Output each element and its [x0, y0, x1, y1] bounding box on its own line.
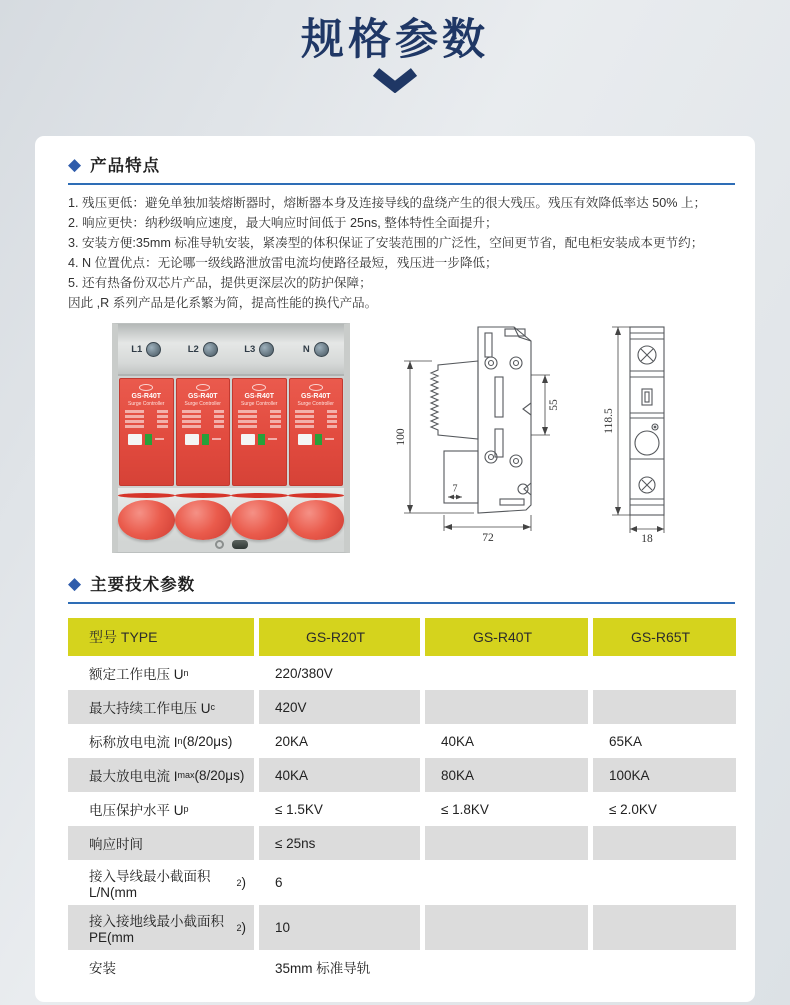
terminal-screw-icon — [314, 342, 329, 357]
chevron-down-icon — [371, 68, 419, 93]
dot-slot — [231, 493, 288, 498]
module-subtitle-label: Surge Controller — [128, 401, 165, 407]
module-spec-line — [295, 410, 338, 413]
module-spec-line — [125, 410, 168, 413]
spec-label: 最大放电电流 I max (8/20μs) — [68, 758, 254, 792]
module-spec-line — [295, 420, 338, 423]
features-section-title: 产品特点 — [90, 157, 161, 175]
spec-value — [420, 690, 588, 724]
spec-value — [588, 950, 736, 984]
status-indicator-green — [145, 434, 152, 445]
module-subtitle-label: Surge Controller — [241, 401, 278, 407]
red-dot-icon — [175, 493, 232, 498]
spec-row — [68, 792, 736, 826]
surge-module — [176, 378, 231, 486]
dim-label-width-18: 18 — [641, 533, 653, 545]
module-indicator — [290, 434, 343, 445]
spec-value: ≤ 1.5KV — [254, 792, 420, 826]
status-indicator-green — [202, 434, 209, 445]
spec-value — [588, 826, 736, 860]
section-divider — [68, 602, 735, 604]
red-dot-icon — [118, 493, 175, 498]
spec-row — [68, 758, 736, 792]
module-logo-icon — [252, 384, 266, 391]
feature-item: 1. 残压更低：避免单独加装熔断器时，熔断器本身及连接导线的盘绕产生的很大残压。残压有效降低率达 50% 上； — [68, 196, 707, 210]
diamond-icon: ◆ — [68, 573, 82, 593]
dimension-drawings — [388, 317, 726, 561]
device-base — [118, 488, 344, 552]
terminal — [288, 324, 345, 374]
terminal-screw-icon — [146, 342, 161, 357]
module-model-label: GS-R40T — [300, 393, 331, 400]
module-spec-line — [182, 415, 225, 418]
feature-item: 5. 还有热备份双芯片产品，提供更深层次的防护保障； — [68, 276, 372, 290]
feature-list — [68, 193, 735, 313]
device-indicator-dots — [118, 493, 344, 498]
column-header-model: GS-R65T — [588, 618, 736, 656]
dot-slot — [288, 493, 345, 498]
surge-module — [232, 378, 287, 486]
module-spec-line — [238, 425, 281, 428]
module-spec-line — [182, 420, 225, 423]
spec-value: ≤ 1.8KV — [420, 792, 588, 826]
dot-slot — [175, 493, 232, 498]
indicator-text-bar — [325, 438, 334, 441]
spec-label: 电压保护水平 U p — [89, 803, 189, 818]
page-title: 规格参数 — [301, 16, 489, 64]
dim-label-height-100: 100 — [395, 428, 407, 446]
spec-label: 最大持续工作电压 U c — [68, 690, 254, 724]
cap-slot — [175, 500, 232, 540]
dim-label-rail-55: 55 — [548, 399, 560, 411]
terminal-label: L2 — [187, 343, 199, 355]
indicator-text-bar — [268, 438, 277, 441]
spec-value — [420, 860, 588, 905]
screw-ring-icon — [215, 540, 224, 549]
section-divider — [68, 183, 735, 185]
rail-clip-icon — [232, 540, 248, 549]
module-spec-line — [182, 425, 225, 428]
spec-table — [68, 618, 736, 984]
spec-value: 40KA — [254, 758, 420, 792]
module-spec-line — [182, 410, 225, 413]
module-logo-icon — [139, 384, 153, 391]
indicator-text-bar — [155, 438, 164, 441]
page-header — [0, 0, 790, 93]
spec-value — [588, 905, 736, 950]
spec-label: 额定工作电压 U n — [89, 667, 189, 682]
terminal — [231, 324, 288, 374]
device-caps — [118, 500, 344, 540]
spec-label: 标称放电电流 I n (8/20μs) — [89, 733, 233, 750]
specs-section-title: 主要技术参数 — [90, 576, 196, 594]
column-header-model: GS-R40T — [420, 618, 588, 656]
red-dot-icon — [231, 493, 288, 498]
terminal-label: L1 — [131, 343, 143, 355]
spec-label: 安装 — [89, 961, 116, 976]
spec-value: 40KA — [420, 724, 588, 758]
features-section-header — [68, 152, 735, 176]
spec-value: 6 — [254, 860, 420, 905]
module-cap — [231, 500, 288, 540]
table-header-row — [68, 618, 736, 656]
module-spec-line — [238, 420, 281, 423]
module-spec-line — [125, 415, 168, 418]
module-spec-line — [295, 415, 338, 418]
module-logo-icon — [196, 384, 210, 391]
spec-label: 接入导线最小截面积 L/N(mm 2 ) — [89, 869, 246, 900]
module-logo-icon — [309, 384, 323, 391]
content-card — [35, 136, 755, 1002]
terminal — [175, 324, 232, 374]
dot-slot — [118, 493, 175, 498]
indicator-chip — [128, 434, 142, 445]
module-indicator — [177, 434, 230, 445]
cap-slot — [231, 500, 288, 540]
section-specs — [68, 571, 735, 984]
spec-row — [68, 950, 736, 984]
dim-label-inner-7: 7 — [452, 483, 458, 495]
surge-module — [119, 378, 174, 486]
dim-label-height-118-5: 118.5 — [603, 408, 615, 434]
spec-row — [68, 826, 736, 860]
spec-value — [420, 826, 588, 860]
spec-value: 80KA — [420, 758, 588, 792]
product-media — [68, 317, 735, 561]
spec-row — [68, 724, 736, 758]
module-spec-line — [238, 415, 281, 418]
indicator-text-bar — [212, 438, 221, 441]
module-spec-line — [238, 410, 281, 413]
status-indicator-green — [258, 434, 265, 445]
spec-value — [588, 656, 736, 690]
spec-value: ≤ 25ns — [254, 826, 420, 860]
column-header-model: GS-R20T — [254, 618, 420, 656]
spec-value — [420, 950, 588, 984]
module-cap — [288, 500, 345, 540]
terminal-screw-icon — [259, 342, 274, 357]
feature-item: 因此 ,R 系列产品是化系繁为简，提高性能的换代产品。 — [68, 296, 378, 310]
module-spec-line — [295, 425, 338, 428]
terminal-screw-icon — [203, 342, 218, 357]
surge-module — [289, 378, 344, 486]
device-foot — [118, 540, 344, 549]
product-photo — [112, 323, 350, 553]
spec-value — [588, 860, 736, 905]
terminal-label: N — [302, 343, 310, 355]
module-cap — [118, 500, 175, 540]
cap-slot — [288, 500, 345, 540]
module-model-label: GS-R40T — [187, 393, 218, 400]
indicator-chip — [298, 434, 312, 445]
terminal — [118, 324, 175, 374]
spec-value: 20KA — [254, 724, 420, 758]
device-modules — [118, 376, 344, 488]
spec-value: 10 — [254, 905, 420, 950]
spec-value: 420V — [254, 690, 420, 724]
indicator-chip — [241, 434, 255, 445]
spec-row — [68, 690, 736, 724]
dim-label-width-72: 72 — [482, 532, 494, 544]
module-indicator — [233, 434, 286, 445]
spec-value: 220/380V — [254, 656, 420, 690]
spec-value — [420, 656, 588, 690]
technical-drawing — [388, 317, 726, 561]
device-terminal-strip — [118, 324, 344, 376]
module-subtitle-label: Surge Controller — [297, 401, 334, 407]
spec-row — [68, 860, 736, 905]
terminal-label: L3 — [244, 343, 256, 355]
spec-value: ≤ 2.0KV — [588, 792, 736, 826]
spec-label: 接入接地线最小截面积 PE(mm 2 ) — [68, 905, 254, 950]
specs-section-header — [68, 571, 735, 595]
module-subtitle-label: Surge Controller — [184, 401, 221, 407]
spec-value — [588, 690, 736, 724]
column-header-type: 型号 TYPE — [68, 618, 254, 656]
cap-slot — [118, 500, 175, 540]
spec-value — [420, 905, 588, 950]
status-indicator-green — [315, 434, 322, 445]
diamond-icon: ◆ — [68, 154, 82, 174]
spec-row — [68, 905, 736, 950]
module-model-label: GS-R40T — [131, 393, 162, 400]
section-features — [68, 152, 735, 313]
spec-value: 65KA — [588, 724, 736, 758]
module-spec-line — [125, 420, 168, 423]
feature-item: 2. 响应更快：纳秒级响应速度，最大响应时间低于 25ns, 整体特性全面提升； — [68, 216, 498, 230]
spec-label: 响应时间 — [68, 826, 254, 860]
module-indicator — [120, 434, 173, 445]
spec-value: 100KA — [588, 758, 736, 792]
feature-item: 4. N 位置优点：无论哪一级线路泄放雷电流均使路径最短，残压进一步降低； — [68, 256, 498, 270]
spec-value: 35mm 标准导轨 — [254, 950, 420, 984]
indicator-chip — [185, 434, 199, 445]
module-spec-line — [125, 425, 168, 428]
feature-item: 3. 安装方便:35mm 标准导轨安装，紧凑型的体积保证了安装范围的广泛性，空间更节省，配电柜安装成本更节约； — [68, 236, 704, 250]
red-dot-icon — [288, 493, 345, 498]
module-cap — [175, 500, 232, 540]
module-model-label: GS-R40T — [244, 393, 275, 400]
spec-row — [68, 656, 736, 690]
